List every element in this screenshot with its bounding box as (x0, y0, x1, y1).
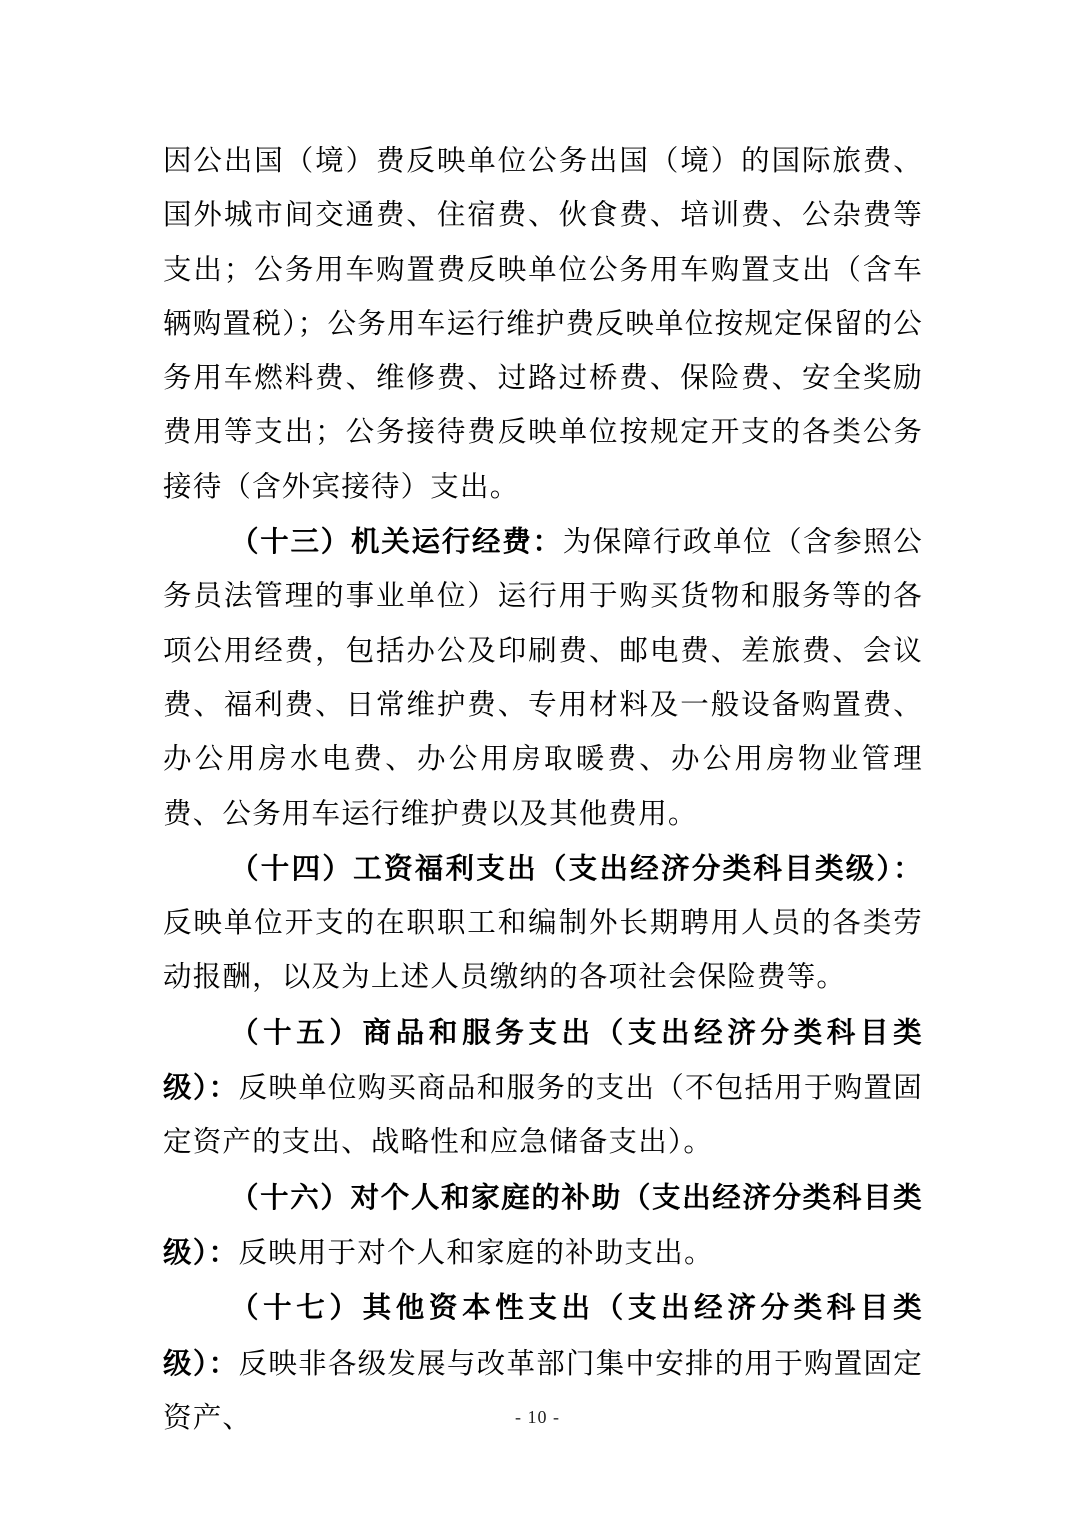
paragraph-body: 反映单位开支的在职职工和编制外长期聘用人员的各类劳动报酬，以及为上述人员缴纳的各项社会保险费等。 (163, 906, 923, 994)
body-text (163, 134, 923, 1445)
paragraph-heading: （十六）对个人和家庭的补助（支出经济分类科目类级）： (163, 1179, 923, 1269)
paragraph-heading: （十四）工资福利支出（支出经济分类科目类级）： (230, 850, 923, 885)
paragraph-body: 反映单位购买商品和服务的支出（不包括用于购置固定资产的支出、战略性和应急储备支出）。 (163, 1071, 923, 1159)
paragraph-heading: （十五）商品和服务支出（支出经济分类科目类级）： (163, 1014, 923, 1105)
paragraph-continuation (163, 134, 923, 514)
paragraph-15 (163, 1005, 923, 1170)
paragraph-body: 反映用于对个人和家庭的补助支出。 (238, 1235, 714, 1269)
paragraph-13 (163, 514, 923, 841)
paragraph-14 (163, 841, 923, 1005)
paragraph-body: 因公出国（境）费反映单位公务出国（境）的国际旅费、国外城市间交通费、住宿费、伙食费、培训费、公杂费等支出；公务用车购置费反映单位公务用车购置支出（含车辆购置税）；公务用车运行维护费反映单位按规定保留的公务用车燃料费、维修费、过路过桥费、保险费、安全奖励费用等支出；公务接待费反映单位按规定开支的各类公务接待（含外宾接待）支出。 (163, 144, 923, 503)
paragraph-16 (163, 1170, 923, 1281)
paragraph-body: 反映非各级发展与改革部门集中安排的用于购置固定资产、 (163, 1346, 923, 1434)
paragraph-heading: （十三）机关运行经费： (230, 524, 563, 559)
page-number: - 10 - (515, 1407, 560, 1427)
paragraph-heading: （十七）其他资本性支出（支出经济分类科目类级）： (163, 1290, 923, 1380)
paragraph-body: 为保障行政单位（含参照公务员法管理的事业单位）运行用于购买货物和服务等的各项公用经费，包括办公及印刷费、邮电费、差旅费、会议费、福利费、日常维护费、专用材料及一般设备购置费、办公用房水电费、办公用房取暖费、办公用房物业管理费、公务用车运行维护费以及其他费用。 (163, 525, 923, 830)
